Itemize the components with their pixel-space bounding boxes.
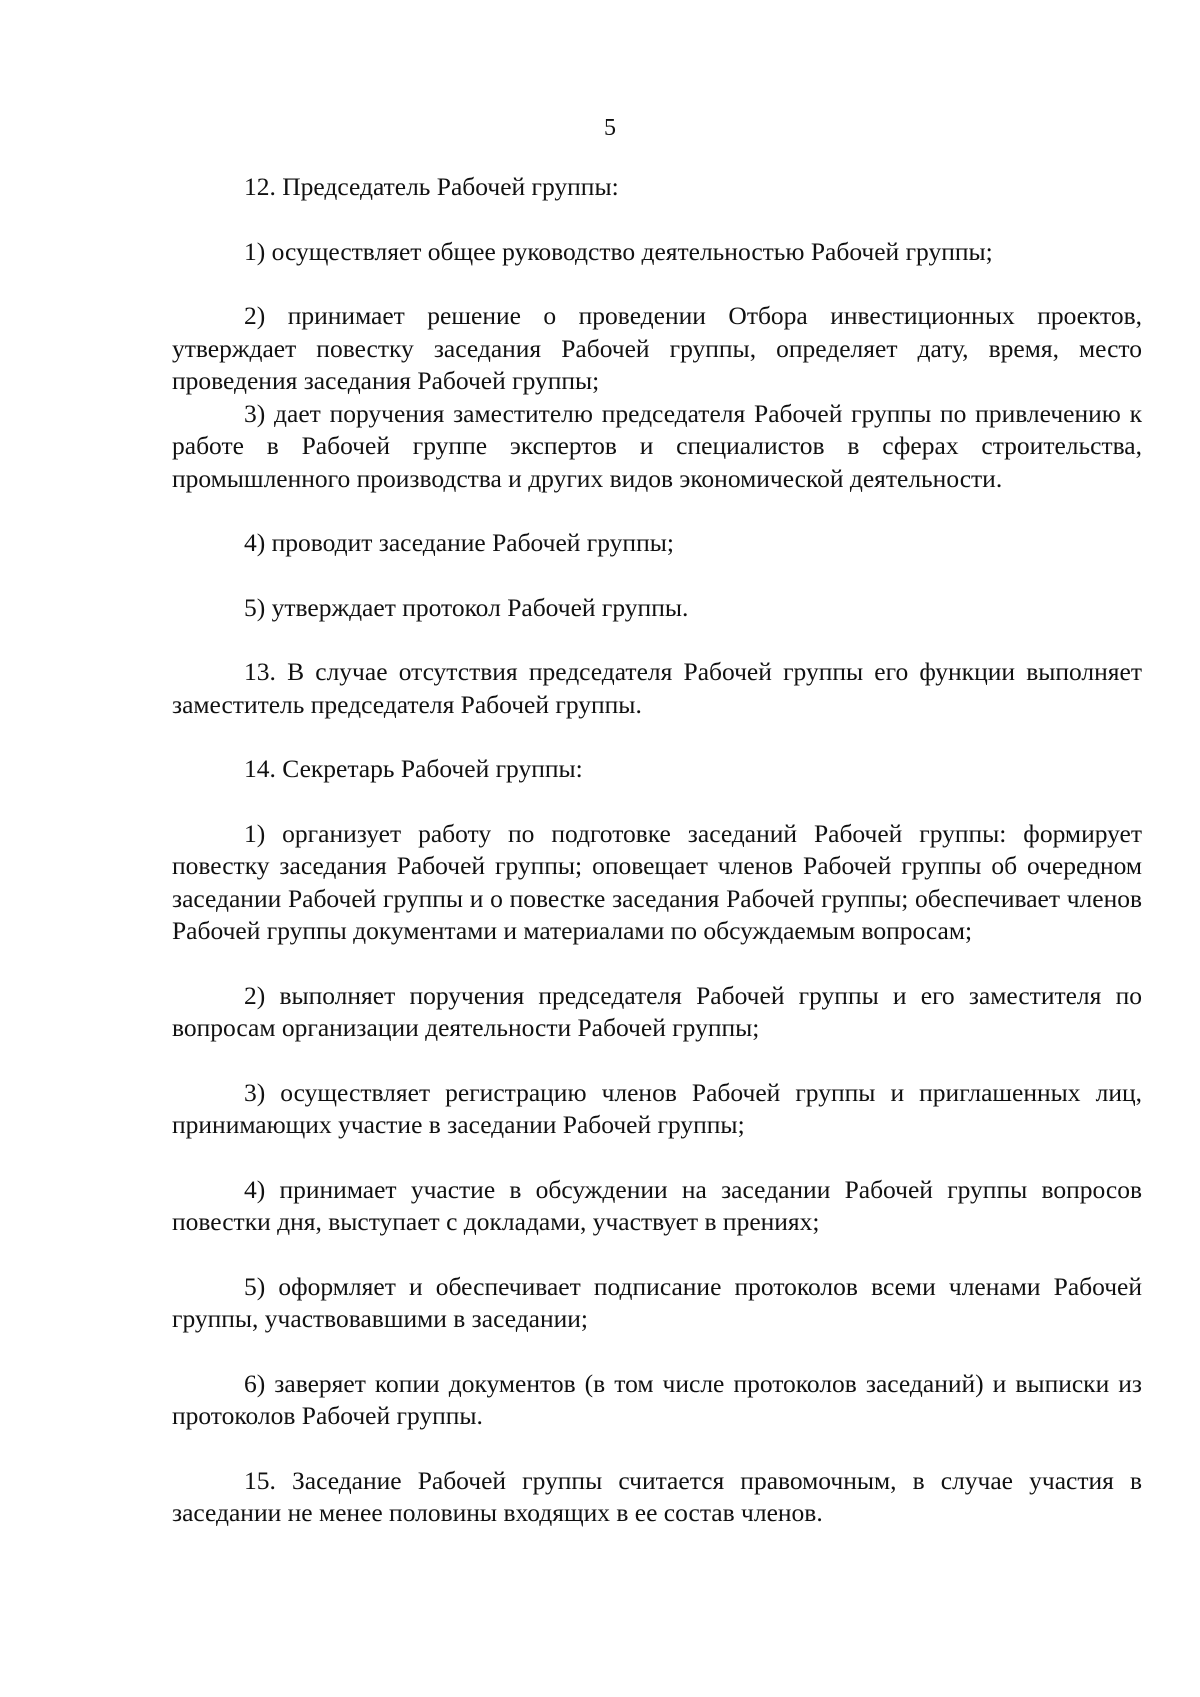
paragraph-14-item-3: 3) осуществляет регистрацию членов Рабочей группы и приглашенных лиц, принимающих участие в заседании Рабочей группы; bbox=[172, 1077, 1142, 1139]
document-body bbox=[172, 171, 1142, 1530]
paragraph-12-item-2: 2) принимает решение о проведении Отбора инвестиционных проектов, утверждает повестку заседания Рабочей группы, определяет дату, время, место проведения заседания Рабочей группы; bbox=[172, 301, 1142, 395]
paragraph-14-heading: 14. Секретарь Рабочей группы: bbox=[244, 754, 583, 783]
paragraph-14-item-4: 4) принимает участие в обсуждении на заседании Рабочей группы вопросов повестки дня, выступает с докладами, участвует в прениях; bbox=[172, 1174, 1142, 1236]
paragraph-15: 15. Заседание Рабочей группы считается правомочным, в случае участия в заседании не менее половины входящих в ее состав членов. bbox=[172, 1465, 1142, 1527]
paragraph-12-item-4: 4) проводит заседание Рабочей группы; bbox=[244, 528, 674, 557]
paragraph-14-item-5: 5) оформляет и обеспечивает подписание протоколов всеми членами Рабочей группы, участвовавшими в заседании; bbox=[172, 1271, 1142, 1333]
paragraph-13: 13. В случае отсутствия председателя Рабочей группы его функции выполняет заместитель председателя Рабочей группы. bbox=[172, 657, 1142, 719]
paragraph-12-item-5: 5) утверждает протокол Рабочей группы. bbox=[244, 592, 689, 622]
paragraph-14-item-6: 6) заверяет копии документов (в том числе протоколов заседаний) и выписки из протоколов Рабочей группы. bbox=[172, 1368, 1142, 1430]
paragraph-12-item-3: 3) дает поручения заместителю председателя Рабочей группы по привлечению к работе в Рабочей группе экспертов и специалистов в сферах строительства, промышленного производства и других видов экономической деятельности. bbox=[172, 398, 1142, 493]
paragraph-12-heading: 12. Председатель Рабочей группы: bbox=[244, 172, 619, 201]
paragraph-12-item-1: 1) осуществляет общее руководство деятельностью Рабочей группы; bbox=[244, 236, 993, 266]
paragraph-14-item-1: 1) организует работу по подготовке заседаний Рабочей группы: формирует повестку заседания Рабочей группы; оповещает членов Рабочей группы об очередном заседании Рабочей группы и о повестке заседания Рабочей группы; обеспечивает членов Рабочей группы документами и материалами по обсуждаемым вопросам; bbox=[172, 818, 1142, 945]
page-number: 5 bbox=[604, 115, 616, 141]
paragraph-14-item-2: 2) выполняет поручения председателя Рабочей группы и его заместителя по вопросам организации деятельности Рабочей группы; bbox=[172, 980, 1142, 1042]
